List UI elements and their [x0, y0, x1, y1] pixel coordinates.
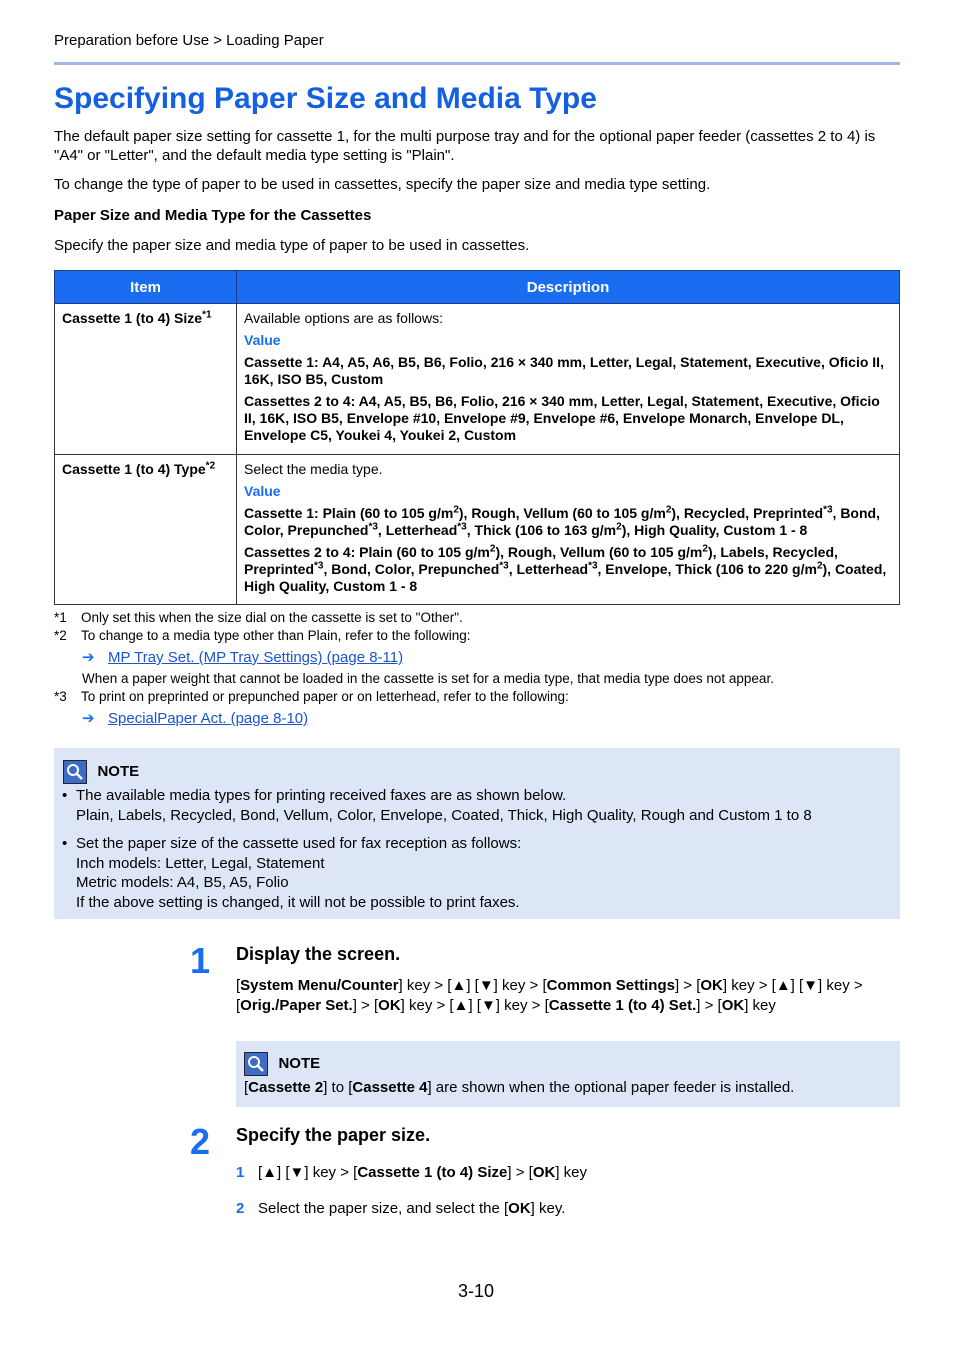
item-label: Cassette 1 (to 4) Type: [62, 461, 206, 477]
footnote: [54, 628, 471, 643]
item-label: Cassette 1 (to 4) Size: [62, 310, 203, 326]
table-row: [55, 455, 900, 605]
note-text: Inch models: Letter, Legal, Statement: [76, 854, 325, 872]
description-cell: [237, 455, 900, 605]
sub-step-number: 1: [236, 1164, 245, 1181]
footnote-mark: *3: [54, 689, 67, 704]
intro-paragraph-2: To change the type of paper to be used in cassettes, specify the paper size and media type setting.: [54, 176, 711, 193]
note-label: NOTE: [97, 763, 140, 781]
table-row: [55, 304, 900, 455]
note-header: [63, 760, 139, 784]
step-title: Display the screen.: [236, 944, 401, 964]
footnote-ref: *2: [205, 460, 216, 472]
footnote-text: To change to a media type other than Plain, refer to the following:: [81, 628, 471, 643]
step-number: 2: [190, 1121, 211, 1162]
note-box: [54, 748, 900, 919]
note-text: The available media types for printing received faxes are as shown below.: [76, 787, 567, 804]
value-heading: Value: [244, 483, 281, 499]
footnote-mark: *1: [54, 610, 67, 625]
special-paper-link[interactable]: SpecialPaper Act. (page 8-10): [108, 710, 309, 727]
note-icon: [63, 760, 87, 784]
intro-paragraph: The default paper size setting for cassette 1, for the multi purpose tray and for the optional paper feeder (cassettes 2 to 4) is "A4" or "Letter", and the default media type setting is "Plain".: [54, 128, 876, 164]
footnote-text: When a paper weight that cannot be loaded in the cassette is set for a media type, that media type does not appear.: [82, 671, 774, 686]
reference-link-row: [82, 709, 308, 727]
page-title: Specifying Paper Size and Media Type: [54, 82, 597, 115]
sub-step: [236, 1200, 565, 1217]
column-header-description: Description: [237, 271, 900, 304]
list-item: [76, 786, 886, 825]
header-rule: [54, 62, 900, 65]
footnote: [54, 689, 569, 704]
note-text: Set the paper size of the cassette used for fax reception as follows:: [76, 835, 522, 852]
item-cell: [55, 304, 237, 455]
value-line: Cassette 1: Plain (60 to 105 $g/m^2$), Rough, Vellum (60 to 105 $g/m^2$), Recycled, Preprinted$^{*3}$, Bond, Color, Prepunched$^{*3}$, Letterhead$^{*3}$, Thick (106 to 163 $g/m^2$), High Quality, Custom 1 - 8: [244, 504, 880, 538]
note-box: [236, 1041, 900, 1107]
note-text: Plain, Labels, Recycled, Bond, Vellum, Color, Envelope, Coated, Thick, High Quality, Rough and Custom 1 to 8: [76, 806, 812, 824]
settings-table: [54, 270, 900, 605]
note-icon: [244, 1052, 268, 1076]
sub-step: [236, 1164, 587, 1181]
footnote-mark: *2: [54, 628, 67, 643]
description-intro: Select the media type.: [244, 461, 383, 477]
value-heading: Value: [244, 332, 281, 348]
item-cell: [55, 455, 237, 605]
arrow-right-icon: ➔: [82, 710, 95, 727]
step-title: Specify the paper size.: [236, 1125, 431, 1145]
bullet-marker: •: [62, 787, 68, 804]
column-header-item: Item: [55, 271, 237, 304]
description-intro: Available options are as follows:: [244, 310, 443, 326]
note-header: [244, 1052, 320, 1076]
section-heading: Paper Size and Media Type for the Cassettes: [54, 207, 372, 224]
note-text: [Cassette 2] to [Cassette 4] are shown when the optional paper feeder is installed.: [244, 1079, 795, 1096]
note-text: If the above setting is changed, it will not be possible to print faxes.: [76, 893, 520, 911]
description-cell: [237, 304, 900, 455]
value-line: Cassette 1: A4, A5, A6, B5, B6, Folio, 216 × 340 mm, Letter, Legal, Statement, Executive, Oficio II, 16K, ISO B5, Custom: [244, 354, 884, 387]
sub-step-text: [▲] [▼] key > [Cassette 1 (to 4) Size] > [OK] key: [258, 1164, 587, 1181]
mp-tray-settings-link[interactable]: MP Tray Set. (MP Tray Settings) (page 8-11): [108, 649, 404, 666]
note-text: Metric models: A4, B5, A5, Folio: [76, 874, 289, 891]
page-number: 3-10: [458, 1281, 495, 1301]
bullet-marker: •: [62, 835, 68, 852]
list-item: [76, 834, 886, 912]
value-line: Cassettes 2 to 4: Plain (60 to 105 $g/m^2$), Rough, Vellum (60 to 105 $g/m^2$), Labels, Recycled, Preprinted$^{*3}$, Bond, Color, Prepunched$^{*3}$, Letterhead$^{*3}$, Envelope, Thick (106 to 220 $g/m^2$), Coated, High Quality, Custom 1 - 8: [244, 543, 887, 594]
table-header-row: [55, 271, 900, 304]
footnote-text: To print on preprinted or prepunched paper or on letterhead, refer to the following:: [81, 689, 569, 704]
footnote-ref: *1: [202, 309, 212, 321]
footnote: [54, 610, 463, 625]
reference-link-row: [82, 648, 403, 666]
sub-step-number: 2: [236, 1200, 245, 1217]
section-intro: Specify the paper size and media type of paper to be used in cassettes.: [54, 237, 530, 254]
step-number: 1: [190, 940, 211, 981]
step-instructions: [System Menu/Counter] key > [▲] [▼] key > [Common Settings] > [OK] key > [▲] [▼] key > [Orig./Paper Set.] > [OK] key > [▲] [▼] key > [Cassette 1 (to 4) Set.] > [OK] key: [236, 977, 863, 1014]
note-label: NOTE: [278, 1055, 321, 1073]
breadcrumb: Preparation before Use > Loading Paper: [54, 32, 324, 49]
sub-step-text: Select the paper size, and select the [OK] key.: [258, 1200, 566, 1217]
value-line: Cassettes 2 to 4: A4, A5, B5, B6, Folio, 216 × 340 mm, Letter, Legal, Statement, Executive, Oficio II, 16K, ISO B5, Envelope #10, Envelope #9, Envelope #6, Envelope Monarch, Envelope DL, Envelope C5, Youkei 4, Youkei 2, Custom: [244, 393, 880, 443]
footnote-text: Only set this when the size dial on the cassette is set to "Other".: [81, 610, 463, 625]
arrow-right-icon: ➔: [82, 649, 95, 666]
